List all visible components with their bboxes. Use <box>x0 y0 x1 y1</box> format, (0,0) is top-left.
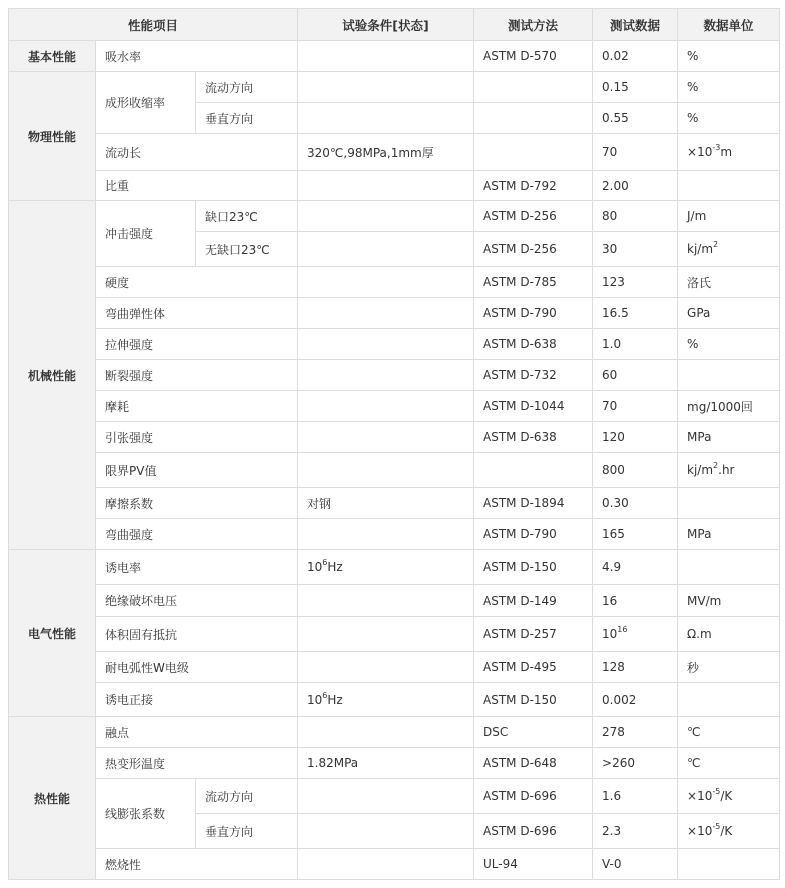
table-row <box>9 360 780 391</box>
method-cell <box>474 72 593 103</box>
value-cell: 60 <box>593 360 678 391</box>
table-row <box>9 585 780 617</box>
value-cell: 123 <box>593 267 678 298</box>
unit-cell: % <box>678 41 780 72</box>
method-cell: ASTM D-256 <box>474 201 593 232</box>
method-cell: ASTM D-790 <box>474 298 593 329</box>
condition-cell <box>298 683 474 717</box>
value-cell: 30 <box>593 232 678 267</box>
value-cell: 80 <box>593 201 678 232</box>
unit-base: kj/m <box>687 463 714 477</box>
properties-table <box>8 8 780 880</box>
unit-cell <box>678 683 780 717</box>
condition-suffix: Hz <box>327 692 343 707</box>
table-row <box>9 652 780 683</box>
value-cell: 1.6 <box>593 779 678 814</box>
unit-cell <box>678 488 780 519</box>
unit-cell <box>678 134 780 171</box>
value-exponent: 16 <box>617 625 628 634</box>
sub-property: 垂直方向 <box>196 814 298 849</box>
table-row <box>9 201 780 232</box>
table-row <box>9 453 780 488</box>
condition-cell <box>298 329 474 360</box>
category-thermal: 热性能 <box>9 717 96 880</box>
unit-cell: J/m <box>678 201 780 232</box>
property-name: 摩擦系数 <box>96 488 298 519</box>
method-cell: ASTM D-638 <box>474 329 593 360</box>
table-row <box>9 391 780 422</box>
condition-cell <box>298 779 474 814</box>
condition-cell <box>298 267 474 298</box>
method-cell: ASTM D-785 <box>474 267 593 298</box>
table-row <box>9 748 780 779</box>
table-row <box>9 134 780 171</box>
unit-cell: Ω.m <box>678 617 780 652</box>
unit-cell <box>678 814 780 849</box>
unit-cell <box>678 453 780 488</box>
table-row <box>9 267 780 298</box>
unit-cell: % <box>678 103 780 134</box>
property-name: 比重 <box>96 171 298 201</box>
condition-cell <box>298 360 474 391</box>
unit-cell: MPa <box>678 422 780 453</box>
value-cell: 128 <box>593 652 678 683</box>
value-cell: 2.3 <box>593 814 678 849</box>
value-cell: 16.5 <box>593 298 678 329</box>
value-cell <box>593 617 678 652</box>
category-mechanical: 机械性能 <box>9 201 96 550</box>
header-row <box>9 9 780 41</box>
unit-suffix: /K <box>720 824 733 838</box>
table-row <box>9 779 780 814</box>
method-cell: DSC <box>474 717 593 748</box>
property-name: 热变形温度 <box>96 748 298 779</box>
value-cell: 4.9 <box>593 550 678 585</box>
condition-cell <box>298 519 474 550</box>
method-cell: ASTM D-1894 <box>474 488 593 519</box>
table-row <box>9 519 780 550</box>
condition-cell <box>298 585 474 617</box>
unit-suffix: /K <box>720 789 733 803</box>
table-row <box>9 617 780 652</box>
value-cell: 0.30 <box>593 488 678 519</box>
value-cell: V-0 <box>593 849 678 880</box>
category-basic: 基本性能 <box>9 41 96 72</box>
sub-property: 无缺口23℃ <box>196 232 298 267</box>
method-cell: ASTM D-638 <box>474 422 593 453</box>
condition-base: 10 <box>307 692 323 707</box>
value-cell: 0.002 <box>593 683 678 717</box>
property-name: 线膨张系数 <box>96 779 196 849</box>
method-cell: ASTM D-257 <box>474 617 593 652</box>
unit-cell <box>678 779 780 814</box>
unit-prefix: ×10 <box>687 145 713 159</box>
method-cell: ASTM D-256 <box>474 232 593 267</box>
method-cell: ASTM D-150 <box>474 550 593 585</box>
value-cell: 0.02 <box>593 41 678 72</box>
unit-cell: ℃ <box>678 717 780 748</box>
unit-exponent: -3 <box>712 143 721 152</box>
sub-property: 垂直方向 <box>196 103 298 134</box>
value-cell: 2.00 <box>593 171 678 201</box>
property-name: 融点 <box>96 717 298 748</box>
table-row <box>9 683 780 717</box>
property-name: 体积固有抵抗 <box>96 617 298 652</box>
header-value: 测试数据 <box>593 9 678 41</box>
unit-prefix: ×10 <box>687 824 713 838</box>
condition-cell <box>298 298 474 329</box>
table-row <box>9 72 780 103</box>
value-cell: 278 <box>593 717 678 748</box>
property-name: 诱电率 <box>96 550 298 585</box>
unit-cell <box>678 849 780 880</box>
unit-cell <box>678 360 780 391</box>
header-method: 测试方法 <box>474 9 593 41</box>
condition-exponent: 6 <box>322 690 328 700</box>
table-row <box>9 717 780 748</box>
method-cell: ASTM D-792 <box>474 171 593 201</box>
property-name: 绝缘破坏电压 <box>96 585 298 617</box>
condition-suffix: Hz <box>327 560 343 574</box>
property-name: 引张强度 <box>96 422 298 453</box>
unit-cell: ℃ <box>678 748 780 779</box>
table-row <box>9 171 780 201</box>
method-cell: ASTM D-495 <box>474 652 593 683</box>
value-base: 10 <box>602 627 618 641</box>
method-cell: ASTM D-648 <box>474 748 593 779</box>
method-cell: ASTM D-570 <box>474 41 593 72</box>
property-name: 冲击强度 <box>96 201 196 267</box>
header-unit: 数据单位 <box>678 9 780 41</box>
value-cell: 165 <box>593 519 678 550</box>
method-cell: ASTM D-790 <box>474 519 593 550</box>
table-row <box>9 298 780 329</box>
condition-cell <box>298 232 474 267</box>
condition-cell: 320℃,98MPa,1mm厚 <box>298 134 474 171</box>
condition-cell <box>298 550 474 585</box>
property-name: 硬度 <box>96 267 298 298</box>
table-row <box>9 41 780 72</box>
unit-cell: 洛氏 <box>678 267 780 298</box>
condition-cell <box>298 41 474 72</box>
unit-cell: GPa <box>678 298 780 329</box>
value-cell: 70 <box>593 134 678 171</box>
unit-suffix: m <box>720 145 733 159</box>
property-name: 流动长 <box>96 134 298 171</box>
condition-cell <box>298 422 474 453</box>
method-cell: ASTM D-732 <box>474 360 593 391</box>
method-cell: ASTM D-1044 <box>474 391 593 422</box>
value-cell: 120 <box>593 422 678 453</box>
table-row <box>9 422 780 453</box>
condition-cell <box>298 453 474 488</box>
sub-property: 流动方向 <box>196 72 298 103</box>
property-name: 断裂强度 <box>96 360 298 391</box>
method-cell <box>474 134 593 171</box>
sub-property: 流动方向 <box>196 779 298 814</box>
method-cell: ASTM D-149 <box>474 585 593 617</box>
unit-base: kj/m <box>687 242 714 256</box>
unit-exponent: -5 <box>712 822 721 831</box>
condition-cell <box>298 103 474 134</box>
method-cell: ASTM D-696 <box>474 779 593 814</box>
unit-cell: MV/m <box>678 585 780 617</box>
table-row <box>9 329 780 360</box>
category-electrical: 电气性能 <box>9 550 96 717</box>
property-name: 拉伸强度 <box>96 329 298 360</box>
method-cell: ASTM D-696 <box>474 814 593 849</box>
unit-prefix: ×10 <box>687 789 713 803</box>
condition-cell <box>298 72 474 103</box>
unit-cell <box>678 232 780 267</box>
table-row <box>9 849 780 880</box>
unit-cell: mg/1000回 <box>678 391 780 422</box>
value-cell: 1.0 <box>593 329 678 360</box>
condition-cell <box>298 391 474 422</box>
property-name: 摩耗 <box>96 391 298 422</box>
condition-cell: 1.82MPa <box>298 748 474 779</box>
unit-cell: % <box>678 72 780 103</box>
condition-cell <box>298 617 474 652</box>
condition-cell <box>298 171 474 201</box>
value-cell: 0.55 <box>593 103 678 134</box>
value-cell: 0.15 <box>593 72 678 103</box>
unit-exponent: 2 <box>713 240 719 249</box>
table-row <box>9 550 780 585</box>
unit-cell <box>678 550 780 585</box>
unit-cell: MPa <box>678 519 780 550</box>
unit-cell: % <box>678 329 780 360</box>
condition-cell <box>298 814 474 849</box>
header-property: 性能项目 <box>9 9 298 41</box>
property-name: 成形收缩率 <box>96 72 196 134</box>
value-cell: >260 <box>593 748 678 779</box>
property-name: 弯曲强度 <box>96 519 298 550</box>
sub-property: 缺口23℃ <box>196 201 298 232</box>
condition-cell: 对钢 <box>298 488 474 519</box>
unit-cell <box>678 171 780 201</box>
value-cell: 16 <box>593 585 678 617</box>
unit-exponent: -5 <box>712 787 721 796</box>
condition-exponent: 6 <box>322 558 328 567</box>
method-cell <box>474 453 593 488</box>
property-name: 耐电弧性W电级 <box>96 652 298 683</box>
property-name: 弯曲弹性体 <box>96 298 298 329</box>
property-name: 吸水率 <box>96 41 298 72</box>
unit-exponent: 2 <box>713 461 719 470</box>
unit-suffix: .hr <box>718 463 735 477</box>
property-name: 燃烧性 <box>96 849 298 880</box>
value-cell: 800 <box>593 453 678 488</box>
category-physical: 物理性能 <box>9 72 96 201</box>
method-cell <box>474 103 593 134</box>
table-row <box>9 488 780 519</box>
condition-cell <box>298 849 474 880</box>
unit-cell: 秒 <box>678 652 780 683</box>
condition-cell <box>298 201 474 232</box>
property-name: 诱电正接 <box>96 683 298 717</box>
condition-base: 10 <box>307 560 323 574</box>
value-cell: 70 <box>593 391 678 422</box>
property-name: 限界PV值 <box>96 453 298 488</box>
method-cell: UL-94 <box>474 849 593 880</box>
condition-cell <box>298 717 474 748</box>
condition-cell <box>298 652 474 683</box>
method-cell: ASTM D-150 <box>474 683 593 717</box>
header-condition: 试验条件[状态] <box>298 9 474 41</box>
